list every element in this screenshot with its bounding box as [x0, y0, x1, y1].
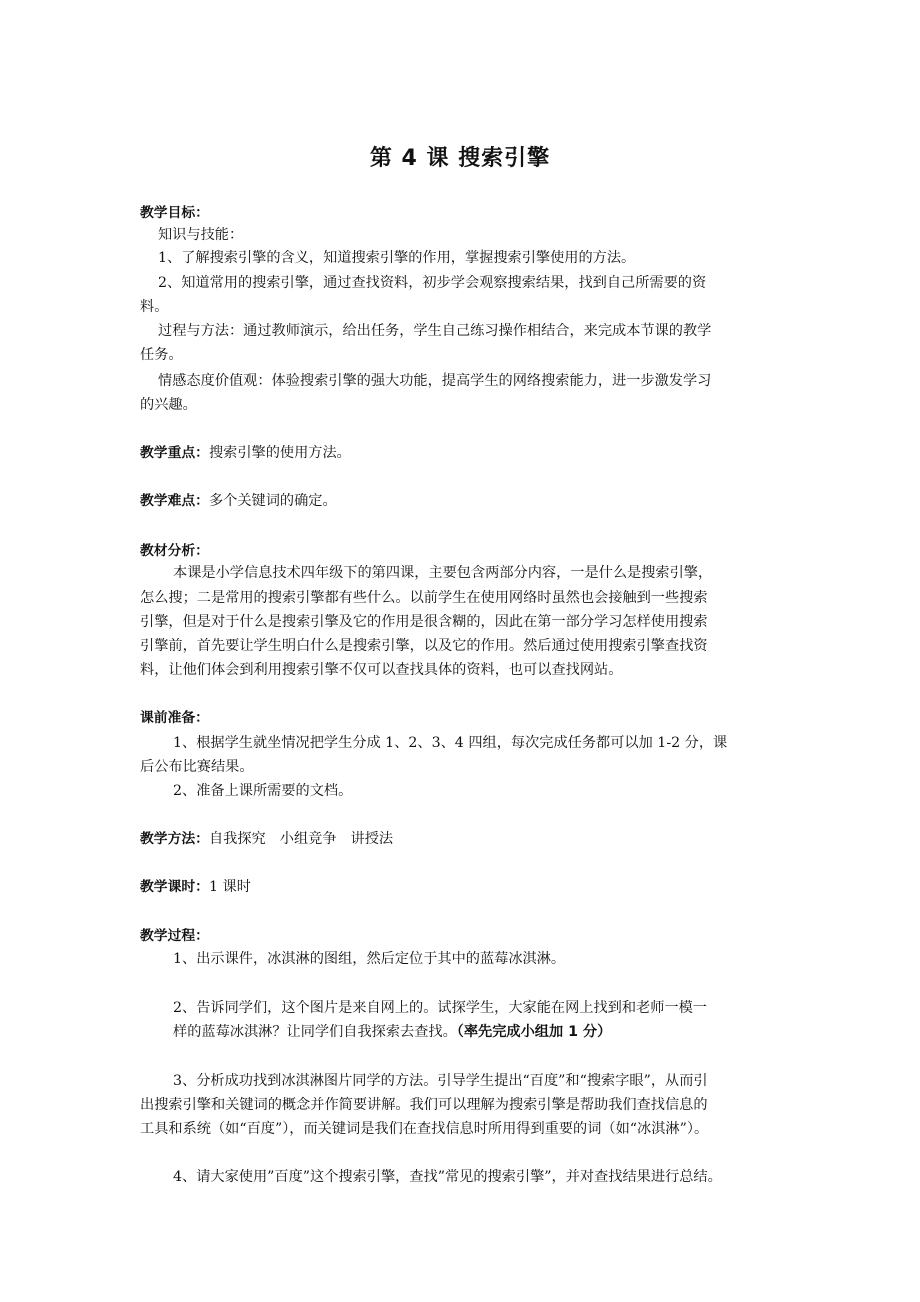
- method-item-3: 讲授法: [350, 831, 394, 847]
- method-item-2: 小组竞争: [279, 831, 337, 847]
- process-method-line-2: 任务。: [140, 347, 183, 363]
- process-step-4: 4、请大家使用”百度”这个搜索引擎，查找”常见的搜索引擎”，并对查找结果进行总结。: [173, 1169, 722, 1185]
- process-step-2-text: 样的蓝莓冰淇淋？让同学们自我探索去查找。: [173, 1024, 457, 1040]
- preparation-1-line-1: 1、根据学生就坐情况把学生分成 1、2、3、4 四组，每次完成任务都可以加 1-2 分，课: [173, 735, 728, 751]
- analysis-line-1: 本课是小学信息技术四年级下的第四课，主要包含两部分内容，一是什么是搜索引擎，: [173, 565, 713, 581]
- process-method-line-1: 过程与方法：通过教师演示，给出任务，学生自己练习操作相结合，来完成本节课的教学: [158, 323, 712, 339]
- analysis-heading: 教材分析：: [140, 543, 209, 559]
- method-label: 教学方法：: [140, 831, 209, 847]
- process-heading: 教学过程：: [140, 928, 209, 944]
- process-step-3-line-3: 工具和系统（如“百度”），而关键词是我们在查找信息时所用得到重要的词（如“冰淇淋”）。: [140, 1121, 709, 1137]
- teaching-method: [140, 828, 393, 850]
- process-step-3-line-2: 出搜索引擎和关键词的概念并作简要讲解。我们可以理解为搜索引擎是帮助我们查找信息的: [140, 1097, 708, 1113]
- preparation-1-line-2: 后公布比赛结果。: [140, 759, 254, 775]
- difficulty-label: 教学难点：: [140, 493, 209, 509]
- method-item-1: 自我探究: [208, 831, 266, 847]
- preparation-2: 2、准备上课所需要的文档。: [173, 783, 353, 799]
- analysis-line-5: 料，让他们体会到利用搜索引擎不仅可以查找具体的资料，也可以查找网站。: [140, 662, 623, 678]
- document-title: 第 4 课 搜索引擎: [369, 146, 551, 171]
- key-point-label: 教学重点：: [140, 445, 209, 461]
- analysis-line-4: 引擎前，首先要让学生明白什么是搜索引擎，以及它的作用。然后通过使用搜索引擎查找资: [140, 638, 708, 654]
- process-step-3-line-1: 3、分析成功找到冰淇淋图片同学的方法。引导学生提出“百度”和“搜索字眼”，从而引: [173, 1073, 708, 1089]
- hours-label: 教学课时：: [140, 879, 209, 895]
- preparation-heading: 课前准备：: [140, 710, 209, 726]
- difficulty: [140, 490, 337, 512]
- emotion-line-1: 情感态度价值观：体验搜索引擎的强大功能，提高学生的网络搜索能力，进一步激发学习: [158, 373, 712, 389]
- key-point: [140, 442, 351, 464]
- process-step-1: 1、出示课件，冰淇淋的图组，然后定位于其中的蓝莓冰淇淋。: [173, 951, 566, 967]
- objective-2-line-2: 料。: [140, 299, 169, 315]
- process-step-2-line-2: [173, 1021, 611, 1043]
- emotion-line-2: 的兴趣。: [140, 397, 197, 413]
- knowledge-label: 知识与技能：: [158, 227, 244, 243]
- analysis-line-3: 引擎，但是对于什么是搜索引擎及它的作用是很含糊的，因此在第一部分学习怎样使用搜索: [140, 614, 708, 630]
- analysis-line-2: 怎么搜；二是常用的搜索引擎都有些什么。以前学生在使用网络时虽然也会接触到一些搜索: [140, 590, 708, 606]
- teaching-hours: [140, 876, 251, 898]
- key-point-text: 搜索引擎的使用方法。: [208, 445, 351, 461]
- hours-text: 1 课时: [208, 879, 251, 895]
- process-step-2-line-1: 2、告诉同学们，这个图片是来自网上的。试探学生，大家能在网上找到和老师一模一: [173, 1000, 707, 1016]
- process-step-2-bonus: （率先完成小组加 1 分）: [456, 1024, 612, 1040]
- difficulty-text: 多个关键词的确定。: [208, 493, 337, 509]
- objectives-heading: 教学目标：: [140, 205, 209, 221]
- objective-2-line-1: 2、知道常用的搜索引擎，通过查找资料，初步学会观察搜索结果，找到自己所需要的资: [158, 275, 707, 291]
- objective-1: 1、了解搜索引擎的含义，知道搜索引擎的作用，掌握搜索引擎使用的方法。: [158, 250, 636, 266]
